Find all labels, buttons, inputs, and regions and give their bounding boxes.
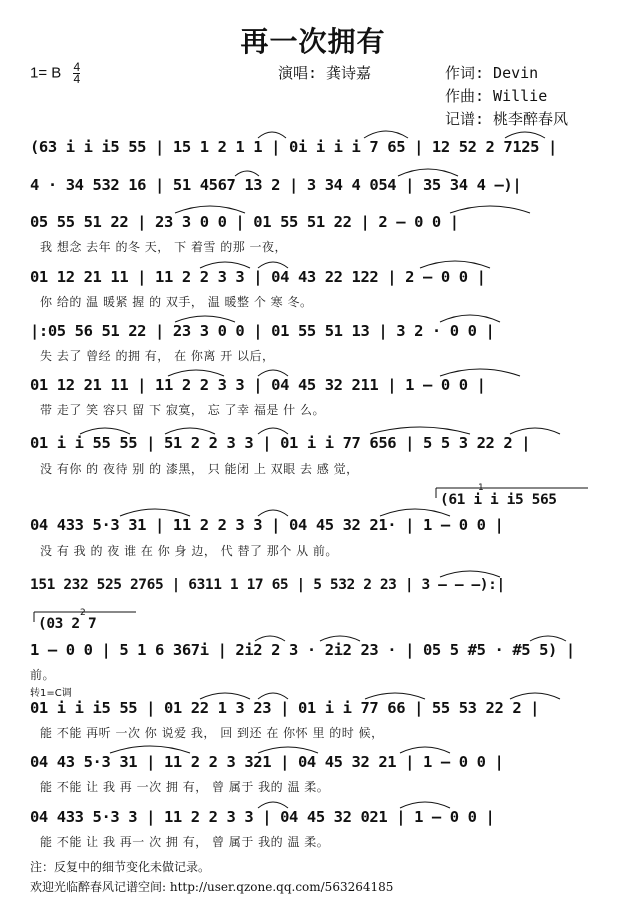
footnote: 注：反复中的细节变化未做记录。 bbox=[30, 860, 211, 874]
score-line-11: 01 i i i5 55 | 01 22 1 3 23 | 01 i i 77 66 | 55 53 22 2 | bbox=[30, 699, 540, 717]
score-line-8: 04 433 5·3 31 | 11 2 2 3 3 | 04 45 32 21· | 1 – 0 0 | bbox=[30, 516, 504, 534]
volta-2-notes: (03 2 7 bbox=[38, 616, 97, 632]
score-line-7: 01 i i 55 55 | 51 2 2 3 3 | 01 i i 77 656 | 5 5 3 22 2 | bbox=[30, 434, 531, 452]
volta-1-notes: (61 i i i5 565 bbox=[440, 492, 557, 508]
lyric-line-4: 你 给的 温 暖紧 握 的 双手， 温 暖整 个 寒 冬。 bbox=[40, 295, 313, 309]
song-title: 再一次拥有 bbox=[240, 25, 386, 58]
time-signature-bottom: 4 bbox=[73, 72, 81, 86]
footer-link-text: 欢迎光临醉春风记谱空间: http://user.qzone.qq.com/563264185 bbox=[30, 880, 394, 894]
singer-credit: 演唱: 龚诗嘉 bbox=[278, 64, 372, 82]
score-line-13: 04 433 5·3 3 | 11 2 2 3 3 | 04 45 32 021 | 1 – 0 0 | bbox=[30, 808, 495, 826]
lyric-line-11: 能 不能 再听 一次 你 说爱 我， 回 到还 在 你怀 里 的时 候， bbox=[40, 726, 384, 740]
key-signature bbox=[30, 62, 80, 85]
lyric-line-12: 能 不能 让 我 再 一次 拥 有， 曾 属于 我的 温 柔。 bbox=[40, 780, 330, 794]
transcriber-credit: 记谱: 桃李醉春风 bbox=[445, 110, 569, 128]
score-line-3: 05 55 51 22 | 23 3 0 0 | 01 55 51 22 | 2 – 0 0 | bbox=[30, 213, 459, 231]
score-line-6: 01 12 21 11 | 11 2 2 3 3 | 04 45 32 211 | 1 – 0 0 | bbox=[30, 376, 486, 394]
lyric-line-13: 能 不能 让 我 再一 次 拥 有， 曾 属于 我的 温 柔。 bbox=[40, 835, 330, 849]
score-line-5: |:05 56 51 22 | 23 3 0 0 | 01 55 51 13 | 3 2 · 0 0 | bbox=[30, 322, 495, 340]
key-label: 1= B bbox=[30, 64, 62, 82]
composer-credit: 作曲: Willie bbox=[445, 87, 548, 105]
score-line-4: 01 12 21 11 | 11 2 2 3 3 | 04 43 22 122 | 2 – 0 0 | bbox=[30, 268, 486, 286]
lyric-line-8: 没 有 我 的 夜 谁 在 你 身 边， 代 替了 那个 从 前。 bbox=[40, 544, 338, 558]
lyric-line-7: 没 有你 的 夜待 别 的 漆黑， 只 能闭 上 双眼 去 感 觉， bbox=[40, 462, 359, 476]
lyric-line-10: 前。 bbox=[30, 668, 56, 682]
score-line-9: 151 232 525 2765 | 6311 1 17 65 | 5 532 2 23 | 3 – – –):| bbox=[30, 577, 505, 593]
score-line-1: (63 i i i5 55 | 15 1 2 1 1 | 0i i i i 7 65 | 12 52 2 7125 | bbox=[30, 138, 557, 156]
score-line-2: 4 · 34 532 16 | 51 4567 13 2 | 3 34 4 054 | 35 34 4 –)| bbox=[30, 176, 522, 194]
modulation-mark: 转1=C调 bbox=[30, 688, 72, 699]
score-line-10: 1 – 0 0 | 5 1 6 367i | 2i2 2 3 · 2i2 23 · | 05 5 #5 · #5 5) | bbox=[30, 641, 575, 659]
time-signature bbox=[73, 62, 80, 85]
lyric-line-6: 带 走了 笑 容只 留 下 寂寞， 忘 了幸 福是 什 么。 bbox=[40, 403, 325, 417]
lyric-line-3: 我 想念 去年 的冬 天， 下 着雪 的那 一夜， bbox=[40, 240, 288, 254]
time-signature-top: 4 bbox=[73, 60, 81, 74]
volta-1-mark: 1 bbox=[478, 483, 484, 493]
lyric-line-5: 失 去了 曾经 的拥 有， 在 你离 开 以后， bbox=[40, 349, 275, 363]
volta-2-mark: 2 bbox=[80, 608, 86, 618]
lyricist-credit: 作词: Devin bbox=[445, 64, 539, 82]
score-line-12: 04 43 5·3 31 | 11 2 2 3 321 | 04 45 32 21 | 1 – 0 0 | bbox=[30, 753, 504, 771]
